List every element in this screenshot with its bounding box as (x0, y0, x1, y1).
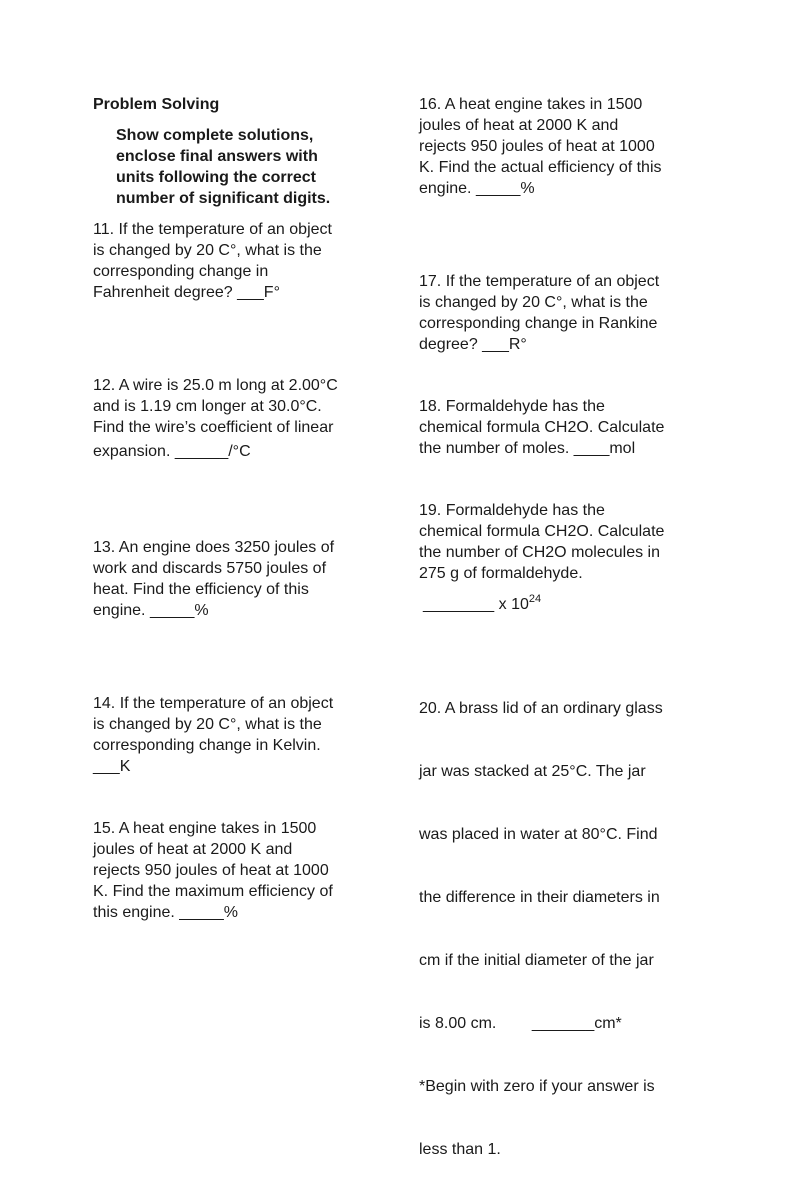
problem-line: is changed by 20 C°, what is the (93, 242, 322, 259)
problem-20 (419, 656, 663, 1181)
problem-line: 20. A brass lid of an ordinary glass (419, 700, 663, 717)
problem-line: 15. A heat engine takes in 1500 (93, 820, 317, 837)
problem-line: the difference in their diameters in (419, 889, 660, 906)
problem-line: 12. A wire is 25.0 m long at 2.00°C (93, 377, 338, 394)
problem-line: 19. Formaldehyde has the (419, 502, 605, 519)
problem-line: chemical formula CH2O. Calculate (419, 419, 665, 436)
problem-line: work and discards 5750 joules of (93, 560, 327, 577)
problem-line: engine. _____% (93, 602, 209, 619)
problem-line: 13. An engine does 3250 joules of (93, 539, 335, 556)
problem-line: Find the wire’s coefficient of linear (93, 419, 334, 436)
problem-line: rejects 950 joules of heat at 1000 (93, 862, 329, 879)
problem-line: is changed by 20 C°, what is the (93, 716, 322, 733)
instruction-line: number of significant digits. (116, 190, 331, 207)
problem-line: 18. Formaldehyde has the (419, 398, 605, 415)
problem-line: chemical formula CH2O. Calculate (419, 523, 665, 540)
problem-line: joules of heat at 2000 K and (93, 841, 293, 858)
problem-line: is 8.00 cm. _______cm* (419, 1015, 622, 1032)
problem-line: *Begin with zero if your answer is (419, 1078, 655, 1095)
problem-12 (93, 375, 338, 462)
problem-line: the number of moles. ____mol (419, 440, 636, 457)
problem-line: and is 1.19 cm longer at 30.0°C. (93, 398, 322, 415)
problem-line: K. Find the actual efficiency of this (419, 159, 662, 176)
section-heading: Problem Solving (93, 96, 220, 113)
problem-19-answer (423, 594, 541, 615)
problem-16 (419, 94, 662, 199)
problem-line: 17. If the temperature of an object (419, 273, 660, 290)
problem-15 (93, 818, 333, 923)
problem-line: K. Find the maximum efficiency of (93, 883, 333, 900)
problem-line: was placed in water at 80°C. Find (419, 826, 658, 843)
problem-line: is changed by 20 C°, what is the (419, 294, 648, 311)
problem-14 (93, 693, 333, 777)
problem-line: 275 g of formaldehyde. (419, 565, 583, 582)
problem-line: rejects 950 joules of heat at 1000 (419, 138, 655, 155)
problem-line: this engine. _____% (93, 904, 238, 921)
problem-line: 16. A heat engine takes in 1500 (419, 96, 643, 113)
instruction-line: enclose final answers with (116, 148, 318, 165)
exponent: 24 (528, 593, 542, 605)
problem-line: corresponding change in Rankine (419, 315, 658, 332)
problem-line: heat. Find the efficiency of this (93, 581, 309, 598)
problem-line: corresponding change in (93, 263, 269, 280)
answer-blank: ________ x 10 (423, 596, 529, 613)
instruction-line: Show complete solutions, (116, 127, 314, 144)
instruction-line: units following the correct (116, 169, 317, 186)
problem-18 (419, 396, 664, 459)
problem-11 (93, 219, 332, 303)
problem-line: Fahrenheit degree? ___F° (93, 284, 280, 301)
problem-line: the number of CH2O molecules in (419, 544, 660, 561)
problem-line: 11. If the temperature of an object (93, 221, 332, 238)
problem-17 (419, 271, 659, 355)
problem-line: less than 1. (419, 1141, 501, 1158)
problem-19 (419, 500, 664, 584)
problem-line: cm if the initial diameter of the jar (419, 952, 654, 969)
instructions (116, 125, 330, 209)
problem-line: ___K (93, 758, 131, 775)
problem-line: 14. If the temperature of an object (93, 695, 334, 712)
problem-line: corresponding change in Kelvin. (93, 737, 321, 754)
problem-line: expansion. ______/°C (93, 443, 251, 460)
problem-line: jar was stacked at 25°C. The jar (419, 763, 646, 780)
problem-13 (93, 537, 334, 621)
problem-line: joules of heat at 2000 K and (419, 117, 619, 134)
problem-line: engine. _____% (419, 180, 535, 197)
problem-line: degree? ___R° (419, 336, 527, 353)
